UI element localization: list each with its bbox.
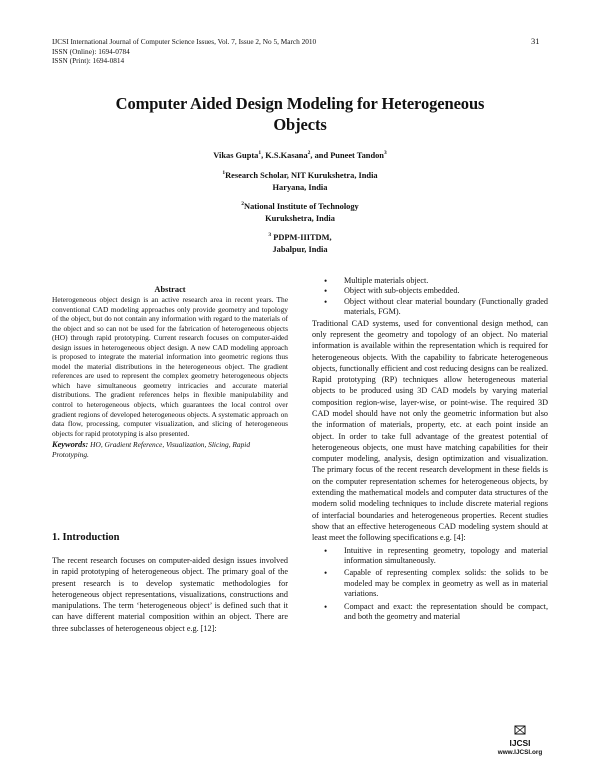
title-line-2: Objects <box>273 115 327 134</box>
journal-logo <box>491 725 549 756</box>
affiliation-1: $^1$Research Scholar, NIT Kurukshetra, India Haryana, India <box>222 170 378 192</box>
section-heading-introduction: 1. Introduction <box>52 532 120 543</box>
issn-online: ISSN (Online): 1694-0784 <box>52 46 130 56</box>
author-name: , and Puneet Tandon <box>310 151 384 160</box>
journal-logo-icon <box>491 725 549 738</box>
author-sup: 3 <box>383 150 387 157</box>
journal-citation: IJCSI International Journal of Computer Science Issues, Vol. 7, Issue 2, No 5, March 2010 <box>52 37 317 46</box>
list-item: • Multiple materials object. <box>312 276 548 286</box>
introduction-text: The recent research focuses on computer-aided design issues involved in rapid prototyping of heterogeneous object. The primary goal of the present research is to develop systematic methodologies for heterogeneous object representations, visualizations, constructions and manipulations. The term ‘heterogeneous object’ is defined such that it can have different material composition within an object. There are three subclasses of heterogeneous object e.g. [12]: <box>52 556 288 633</box>
list-item: • Compact and exact: the representation should be compact, and both the geometry and material <box>312 602 548 623</box>
list-item: • Capable of representing complex solids: the solids to be modeled may be complex in geometry as well as in material variations. <box>312 568 548 599</box>
keywords-label: Keywords: <box>52 440 89 450</box>
author-name: Vikas Gupta <box>213 151 259 160</box>
author-name: , K.S.Kasana <box>261 151 308 160</box>
list-item: • Object with sub-objects embedded. <box>312 286 548 296</box>
list-item: • Object without clear material boundary (Functionally graded materials, FGM). <box>312 297 548 318</box>
specification-list <box>312 546 548 623</box>
issn-print: ISSN (Print): 1694-0814 <box>52 56 125 66</box>
journal-url[interactable]: www.IJCSI.org <box>497 749 543 756</box>
logo-text: IJCSI <box>509 738 531 748</box>
author-sup: 1 <box>258 150 262 157</box>
paper-title <box>60 93 540 135</box>
affiliation-3: $^3$ PDPM-IIITDM, Jabalpur, India <box>268 232 332 254</box>
keywords-list: HO, Gradient Reference, Visualization, Slicing, Rapid Prototyping. <box>52 440 251 459</box>
keywords <box>52 440 288 459</box>
right-column <box>312 276 548 622</box>
abstract-section <box>52 285 288 459</box>
author-sup: 2 <box>307 150 311 157</box>
affiliation-2: $^2$National Institute of Technology Kurukshetra, India <box>241 201 359 223</box>
subclass-list <box>312 276 548 318</box>
list-item: • Intuitive in representing geometry, topology and material information simultaneously. <box>312 546 548 567</box>
abstract-text: Heterogeneous object design is an active research area in recent years. The conventional CAD modeling approaches only provide geometry and topology of the object, but do not contain any information with regard to the materials of the object and so can not be used for the fabrication of heterogeneous objects (HO) through rapid prototyping. Current research focuses on computer-aided design issues in heterogeneous object design. A new CAD modeling approach is proposed to integrate the material information into geometric regions thus model the material distributions in the heterogeneous object. The gradient references are used to represent the complex geometry heterogeneous objects which have simultaneous geometry intricacies and accurate material distributions. The gradient references helps in flexible manipulability and control to heterogeneous objects, which guarantees the local control over gradient regions of developed heterogeneous objects. A systematic approach on data flow, processing, computer visualization, and slicing of heterogeneous objects for rapid prototyping is also presented. <box>52 295 288 438</box>
abstract-heading: Abstract <box>154 285 186 294</box>
body-paragraph: Traditional CAD systems, used for conventional design method, can only represent the geometry and topology of an object. No material information is available within the representation which is required for heterogeneous objects. With the capability to fabricate heterogeneous objects, functionally efficient and cost reducing designs can be realized. Rapid prototyping (RP) techniques allow heterogeneous material objects to be produced using 3D CAD models by varying material composition region-wise, layer-wise, or point-wise. The required 3D CAD model should have not only the geometric information but also the information of materials, property, etc. at each point inside an object. In order to take full advantage of the greatest potential of heterogeneous objects, one must have matching capabilities for their computer modeling, analysis, design optimization and visualization. The primary focus of the recent research development in these fields is on the computer representation schemes for heterogeneous objects, by extending the mathematical models and computer data structures of the modern solid modeling techniques to include discrete material regions of interfacial boundaries and heterogeneous properties. Recent studies show that an effective heterogeneous CAD modeling system should at least meet the following specifications e.g. [4]: <box>312 318 548 543</box>
page-number: 31 <box>531 36 540 46</box>
author-list <box>60 151 540 160</box>
introduction-section <box>52 532 288 634</box>
title-line-1: Computer Aided Design Modeling for Heterogeneous <box>115 94 485 113</box>
running-header <box>52 37 316 66</box>
